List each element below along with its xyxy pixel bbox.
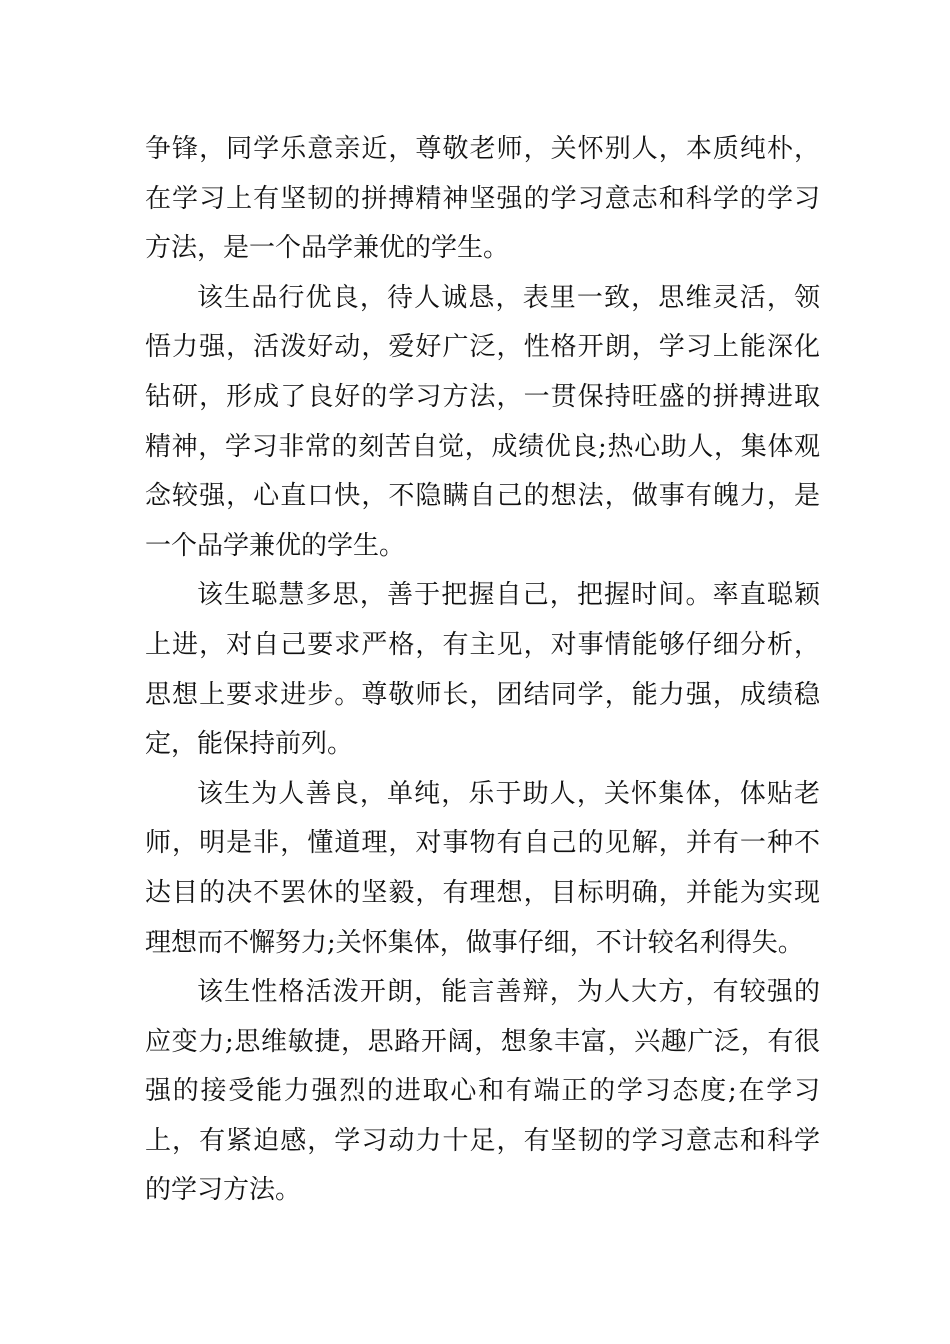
paragraph-2: 该生品行优良，待人诚恳，表里一致，思维灵活，领悟力强，活泼好动，爱好广泛，性格开朗，学习上能深化钻研，形成了良好的学习方法，一贯保持旺盛的拼搏进取精神，学习非常的刻苦自觉，成绩优良;热心助人，集体观念较强，心直口快，不隐瞒自己的想法，做事有魄力，是一个品学兼优的学生。 <box>145 282 820 561</box>
document-body <box>145 125 820 1216</box>
paragraph-4: 该生为人善良，单纯，乐于助人，关怀集体，体贴老师，明是非，懂道理，对事物有自己的见解，并有一种不达目的决不罢休的坚毅，有理想，目标明确，并能为实现理想而不懈努力;关怀集体，做事仔细，不计较名利得失。 <box>145 778 820 958</box>
paragraph-5: 该生性格活泼开朗，能言善辩，为人大方，有较强的应变力;思维敏捷，思路开阔，想象丰富，兴趣广泛，有很强的接受能力强烈的进取心和有端正的学习态度;在学习上，有紧迫感，学习动力十足，有坚韧的学习意志和科学的学习方法。 <box>145 977 820 1206</box>
paragraph-3: 该生聪慧多思，善于把握自己，把握时间。率直聪颖上进，对自己要求严格，有主见，对事情能够仔细分析，思想上要求进步。尊敬师长，团结同学，能力强，成绩稳定，能保持前列。 <box>145 580 820 760</box>
paragraph-1: 争锋，同学乐意亲近，尊敬老师，关怀别人，本质纯朴，在学习上有坚韧的拼搏精神坚强的学习意志和科学的学习方法，是一个品学兼优的学生。 <box>145 134 820 264</box>
